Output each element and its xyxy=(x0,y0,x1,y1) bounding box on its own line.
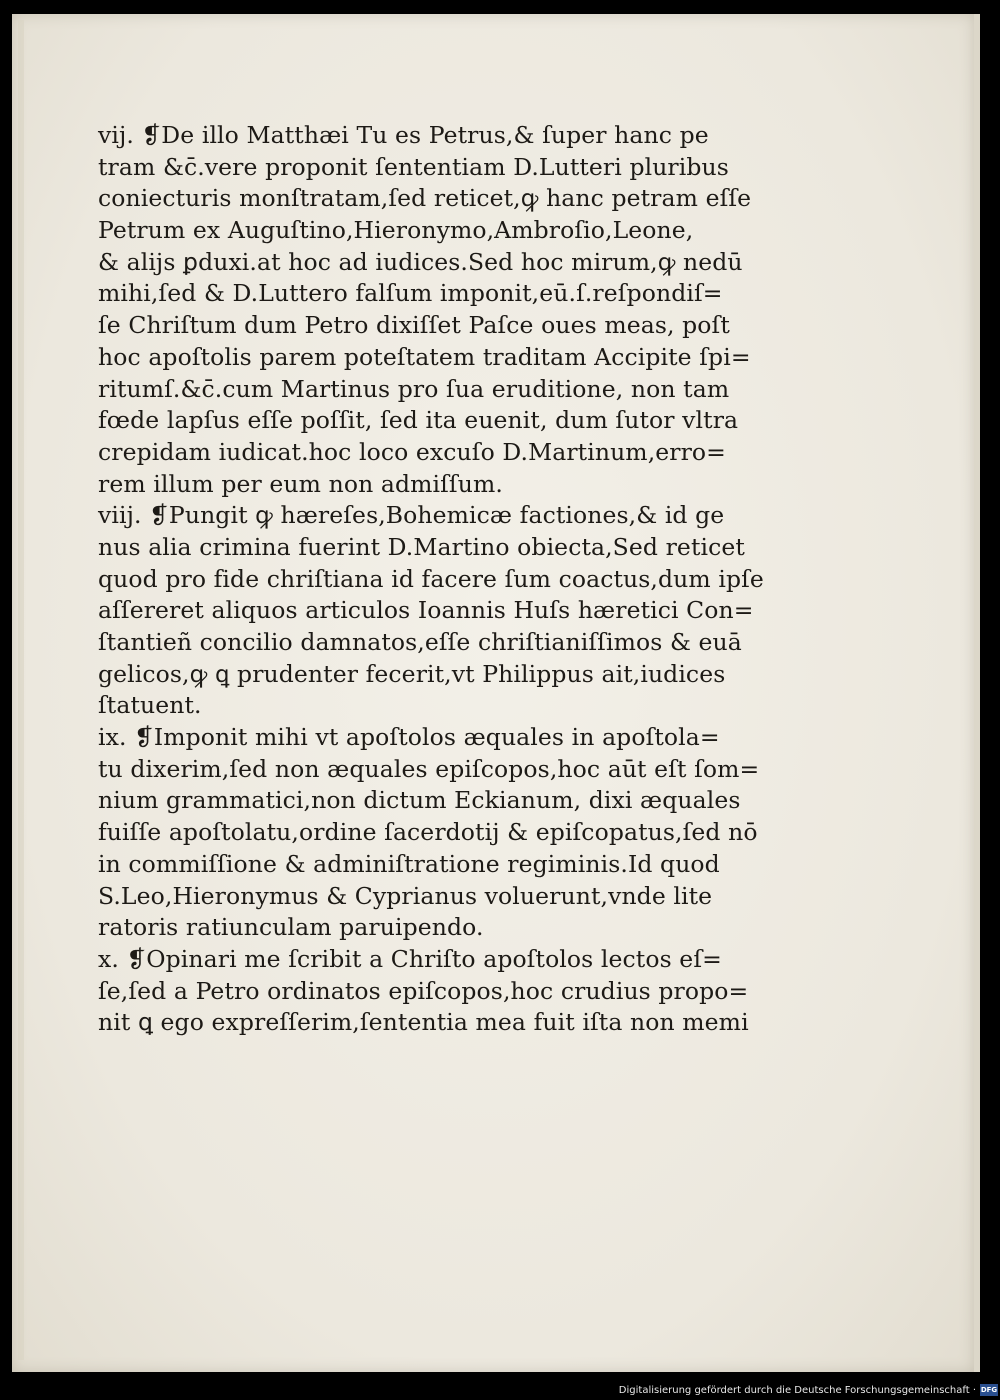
text-line: gelicos,ꝙ ꝗ prudenter fecerit,vt Philippus ait,iudices xyxy=(98,659,726,688)
text-line: Petrum ex Auguſtino,Hieronymo,Ambroſio,Leone, xyxy=(98,216,694,245)
text-line: aſſereret aliquos articulos Ioannis Huſs hæretici Con= xyxy=(98,596,754,625)
text-line: ſe,ſed a Petro ordinatos epiſcopos,hoc crudius propo= xyxy=(98,976,749,1005)
text-line: nium grammatici,non dictum Eckianum, dixi æquales xyxy=(98,786,741,815)
text-line: ſtatuent. xyxy=(98,691,202,720)
funding-credit: Digitalisierung gefördert durch die Deutsche Forschungsgemeinschaft · xyxy=(618,1385,976,1396)
text-line: crepidam iudicat.hoc loco excuſo D.Martinum,erro= xyxy=(98,437,726,466)
text-line: hoc apoſtolis parem poteſtatem traditam Accipite ſpi= xyxy=(98,342,751,371)
text-line: ratoris ratiunculam paruipendo. xyxy=(98,913,484,942)
text-line: ix. ❡Imponit mihi vt apoſtolos æquales in apoſtola= xyxy=(98,723,720,752)
text-line: x. ❡Opinari me ſcribit a Chriſto apoſtolos lectos eſ= xyxy=(98,944,722,973)
text-line: tu dixerim,ſed non æquales epiſcopos,hoc aūt eſt ſom= xyxy=(98,754,760,783)
text-line: tram &c̄.vere proponit ſententiam D.Lutteri pluribus xyxy=(98,152,729,181)
text-line: rem illum per eum non admiſſum. xyxy=(98,469,503,498)
text-line: mihi,ſed & D.Luttero falſum imponit,eū.ſ.reſpondiſ= xyxy=(98,279,723,308)
text-line: ſe Chriſtum dum Petro dixiſſet Paſce oues meas, poſt xyxy=(98,311,730,340)
text-line: vij. ❡De illo Matthæi Tu es Petrus,& ſuper hanc pe xyxy=(98,121,709,149)
text-line: fœde lapſus eſſe poſſit, ſed ita euenit, dum ſutor vltra xyxy=(98,406,739,435)
text-line: coniecturis monſtratam,ſed reticet,ꝙ hanc petram eſſe xyxy=(98,184,752,213)
text-line: S.Leo,Hieronymus & Cyprianus voluerunt,vnde lite xyxy=(98,881,713,910)
text-line: fuiſſe apoſtolatu,ordine ſacerdotij & epiſcopatus,ſed nō xyxy=(98,818,758,847)
text-line: nit ꝗ ego expreſſerim,ſententia mea fuit iſta non memi xyxy=(98,1008,749,1037)
text-line: & alijs ꝑduxi.at hoc ad iudices.Sed hoc mirum,ꝙ nedū xyxy=(98,247,743,276)
page-text-block xyxy=(98,120,818,1039)
text-line: viij. ❡Pungit ꝙ hæreſes,Bohemicæ factiones,& id ge xyxy=(98,501,725,530)
text-line: ritumſ.&c̄.cum Martinus pro ſua eruditione, non tam xyxy=(98,374,730,403)
dfg-logo: DFG xyxy=(980,1386,998,1394)
text-line: quod pro fide chriſtiana id facere ſum coactus,dum ipſe xyxy=(98,564,764,593)
page-edge-shadow xyxy=(18,20,24,1360)
text-line: in commiſſione & adminiſtratione regiminis.Id quod xyxy=(98,849,720,878)
text-line: nus alia crimina fuerint D.Martino obiecta,Sed reticet xyxy=(98,532,745,561)
text-line: ſtantieñ concilio damnatos,eſſe chriſtianiſſimos & euā xyxy=(98,628,742,656)
